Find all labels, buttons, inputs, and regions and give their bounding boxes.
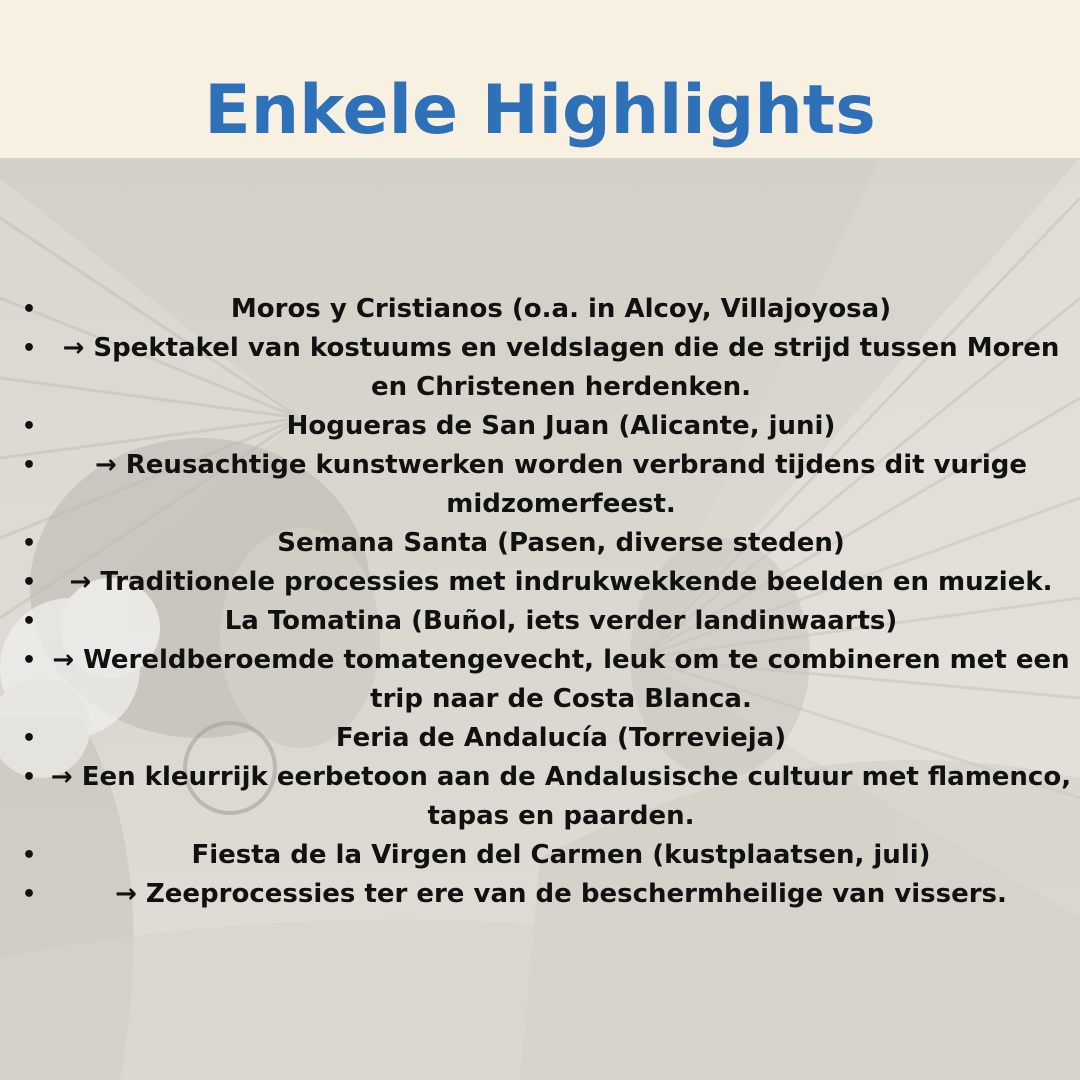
list-item [0,407,1080,446]
highlights-list [0,290,1080,914]
list-item [0,524,1080,563]
list-item [0,758,1080,836]
list-item-text: → Wereldberoemde tomatengevecht, leuk om te combineren met een trip naar de Costa Blanca. [52,645,1070,714]
bullet-icon: • [22,336,37,361]
page-title: Enkele Highlights [204,71,876,150]
title-banner [0,0,1080,158]
list-item [0,290,1080,329]
list-item [0,329,1080,407]
list-item-text: → Reusachtige kunstwerken worden verbrand tijdens dit vurige midzomerfeest. [94,450,1028,519]
bullet-icon: • [22,453,37,478]
bullet-icon: • [22,531,37,556]
list-item-text: → Spektakel van kostuums en veldslagen die de strijd tussen Moren en Christenen herdenken. [62,333,1060,402]
bullet-icon: • [22,570,37,595]
list-item [0,836,1080,875]
bullet-icon: • [22,843,37,868]
list-item [0,719,1080,758]
bullet-icon: • [22,765,37,790]
list-item [0,641,1080,719]
list-item-text: Semana Santa (Pasen, diverse steden) [277,528,845,558]
bullet-icon: • [22,726,37,751]
list-item [0,563,1080,602]
bullet-icon: • [22,648,37,673]
bullet-icon: • [22,882,37,907]
list-item-text: Fiesta de la Virgen del Carmen (kustplaatsen, juli) [191,840,931,870]
bullet-icon: • [22,609,37,634]
bullet-icon: • [22,414,37,439]
list-item-text: La Tomatina (Buñol, iets verder landinwaarts) [224,606,898,636]
list-item [0,446,1080,524]
list-item-text: → Traditionele processies met indrukwekkende beelden en muziek. [69,567,1053,597]
list-item-text: → Zeeprocessies ter ere van de beschermheilige van vissers. [115,879,1007,909]
list-item-text: Moros y Cristianos (o.a. in Alcoy, Villajoyosa) [230,294,892,324]
list-item [0,875,1080,914]
list-item-text: → Een kleurrijk eerbetoon aan de Andalusische cultuur met flamenco, tapas en paarden. [50,762,1072,831]
list-item-text: Feria de Andalucía (Torrevieja) [335,723,787,753]
list-item [0,602,1080,641]
list-item-text: Hogueras de San Juan (Alicante, juni) [286,411,836,441]
bullet-icon: • [22,297,37,322]
